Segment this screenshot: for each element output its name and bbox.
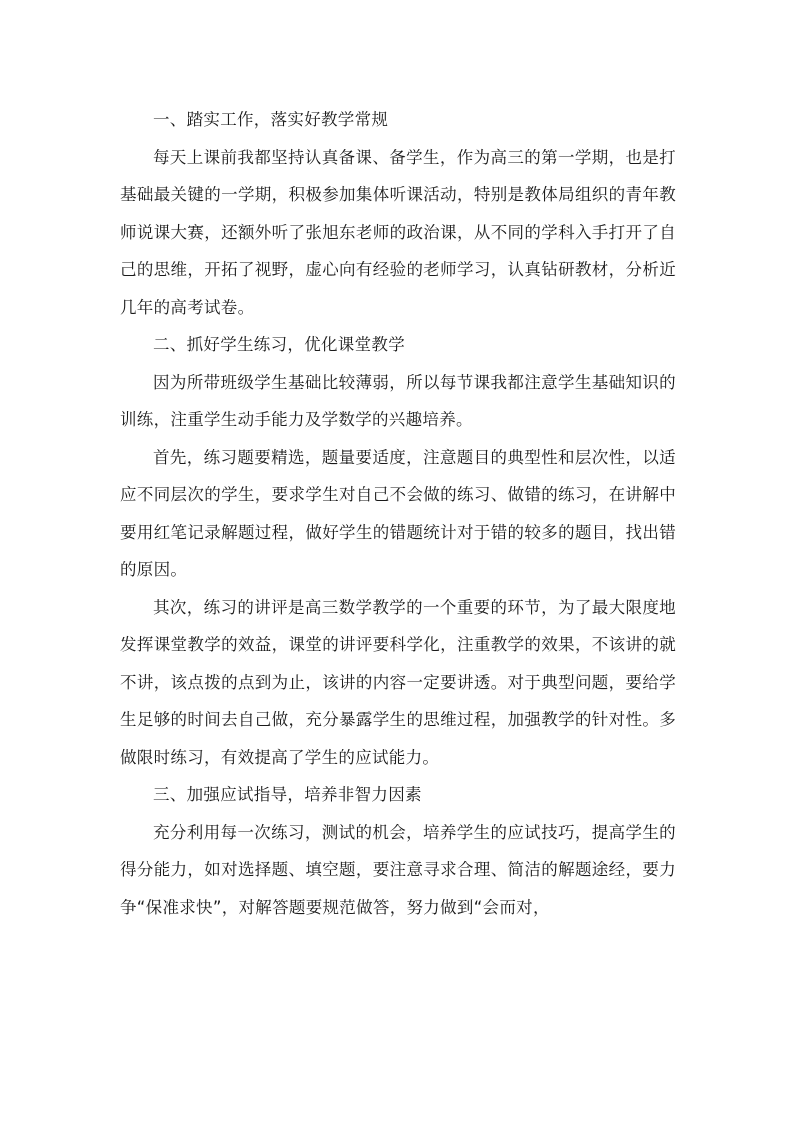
paragraph-preparation: 每天上课前我都坚持认真备课、备学生，作为高三的第一学期，也是打基础最关键的一学期，积极参加集体听课活动，特别是教体局组织的青年教师说课大赛，还额外听了张旭东老师的政治课，从不同的学科入手打开了自己的思维，开拓了视野，虚心向有经验的老师学习，认真钻研教材，分析近几年的高考试卷。 [120,147,676,317]
section-heading-1: 一、踏实工作，落实好教学常规 [153,110,389,129]
paragraph-exam-skills: 充分利用每一次练习，测试的机会，培养学生的应试技巧，提高学生的得分能力，如对选择题、填空题，要注意寻求合理、简洁的解题途经，要力争“保准求快”，对解答题要规范做答，努力做到“会而对， [120,822,676,917]
section-heading-3: 三、加强应试指导，培养非智力因素 [153,785,422,804]
paragraph-basic-training: 因为所带班级学生基础比较薄弱，所以每节课我都注意学生基础知识的训练，注重学生动手能力及学数学的兴趣培养。 [120,372,676,429]
paragraph-second-review: 其次，练习的讲评是高三数学教学的一个重要的环节，为了最大限度地发挥课堂教学的效益，课堂的讲评要科学化，注重教学的效果，不该讲的就不讲，该点拨的点到为止，该讲的内容一定要讲透。对于典型问题，要给学生足够的时间去自己做，充分暴露学生的思维过程，加强教学的针对性。多做限时练习，有效提高了学生的应试能力。 [120,597,676,767]
section-heading-2: 二、抓好学生练习，优化课堂教学 [153,335,405,354]
document-body [120,101,676,926]
paragraph-first-exercises: 首先，练习题要精选，题量要适度，注意题目的典型性和层次性，以适应不同层次的学生，要求学生对自己不会做的练习、做错的练习，在讲解中要用红笔记录解题过程，做好学生的错题统计对于错的较多的题目，找出错的原因。 [120,447,676,579]
